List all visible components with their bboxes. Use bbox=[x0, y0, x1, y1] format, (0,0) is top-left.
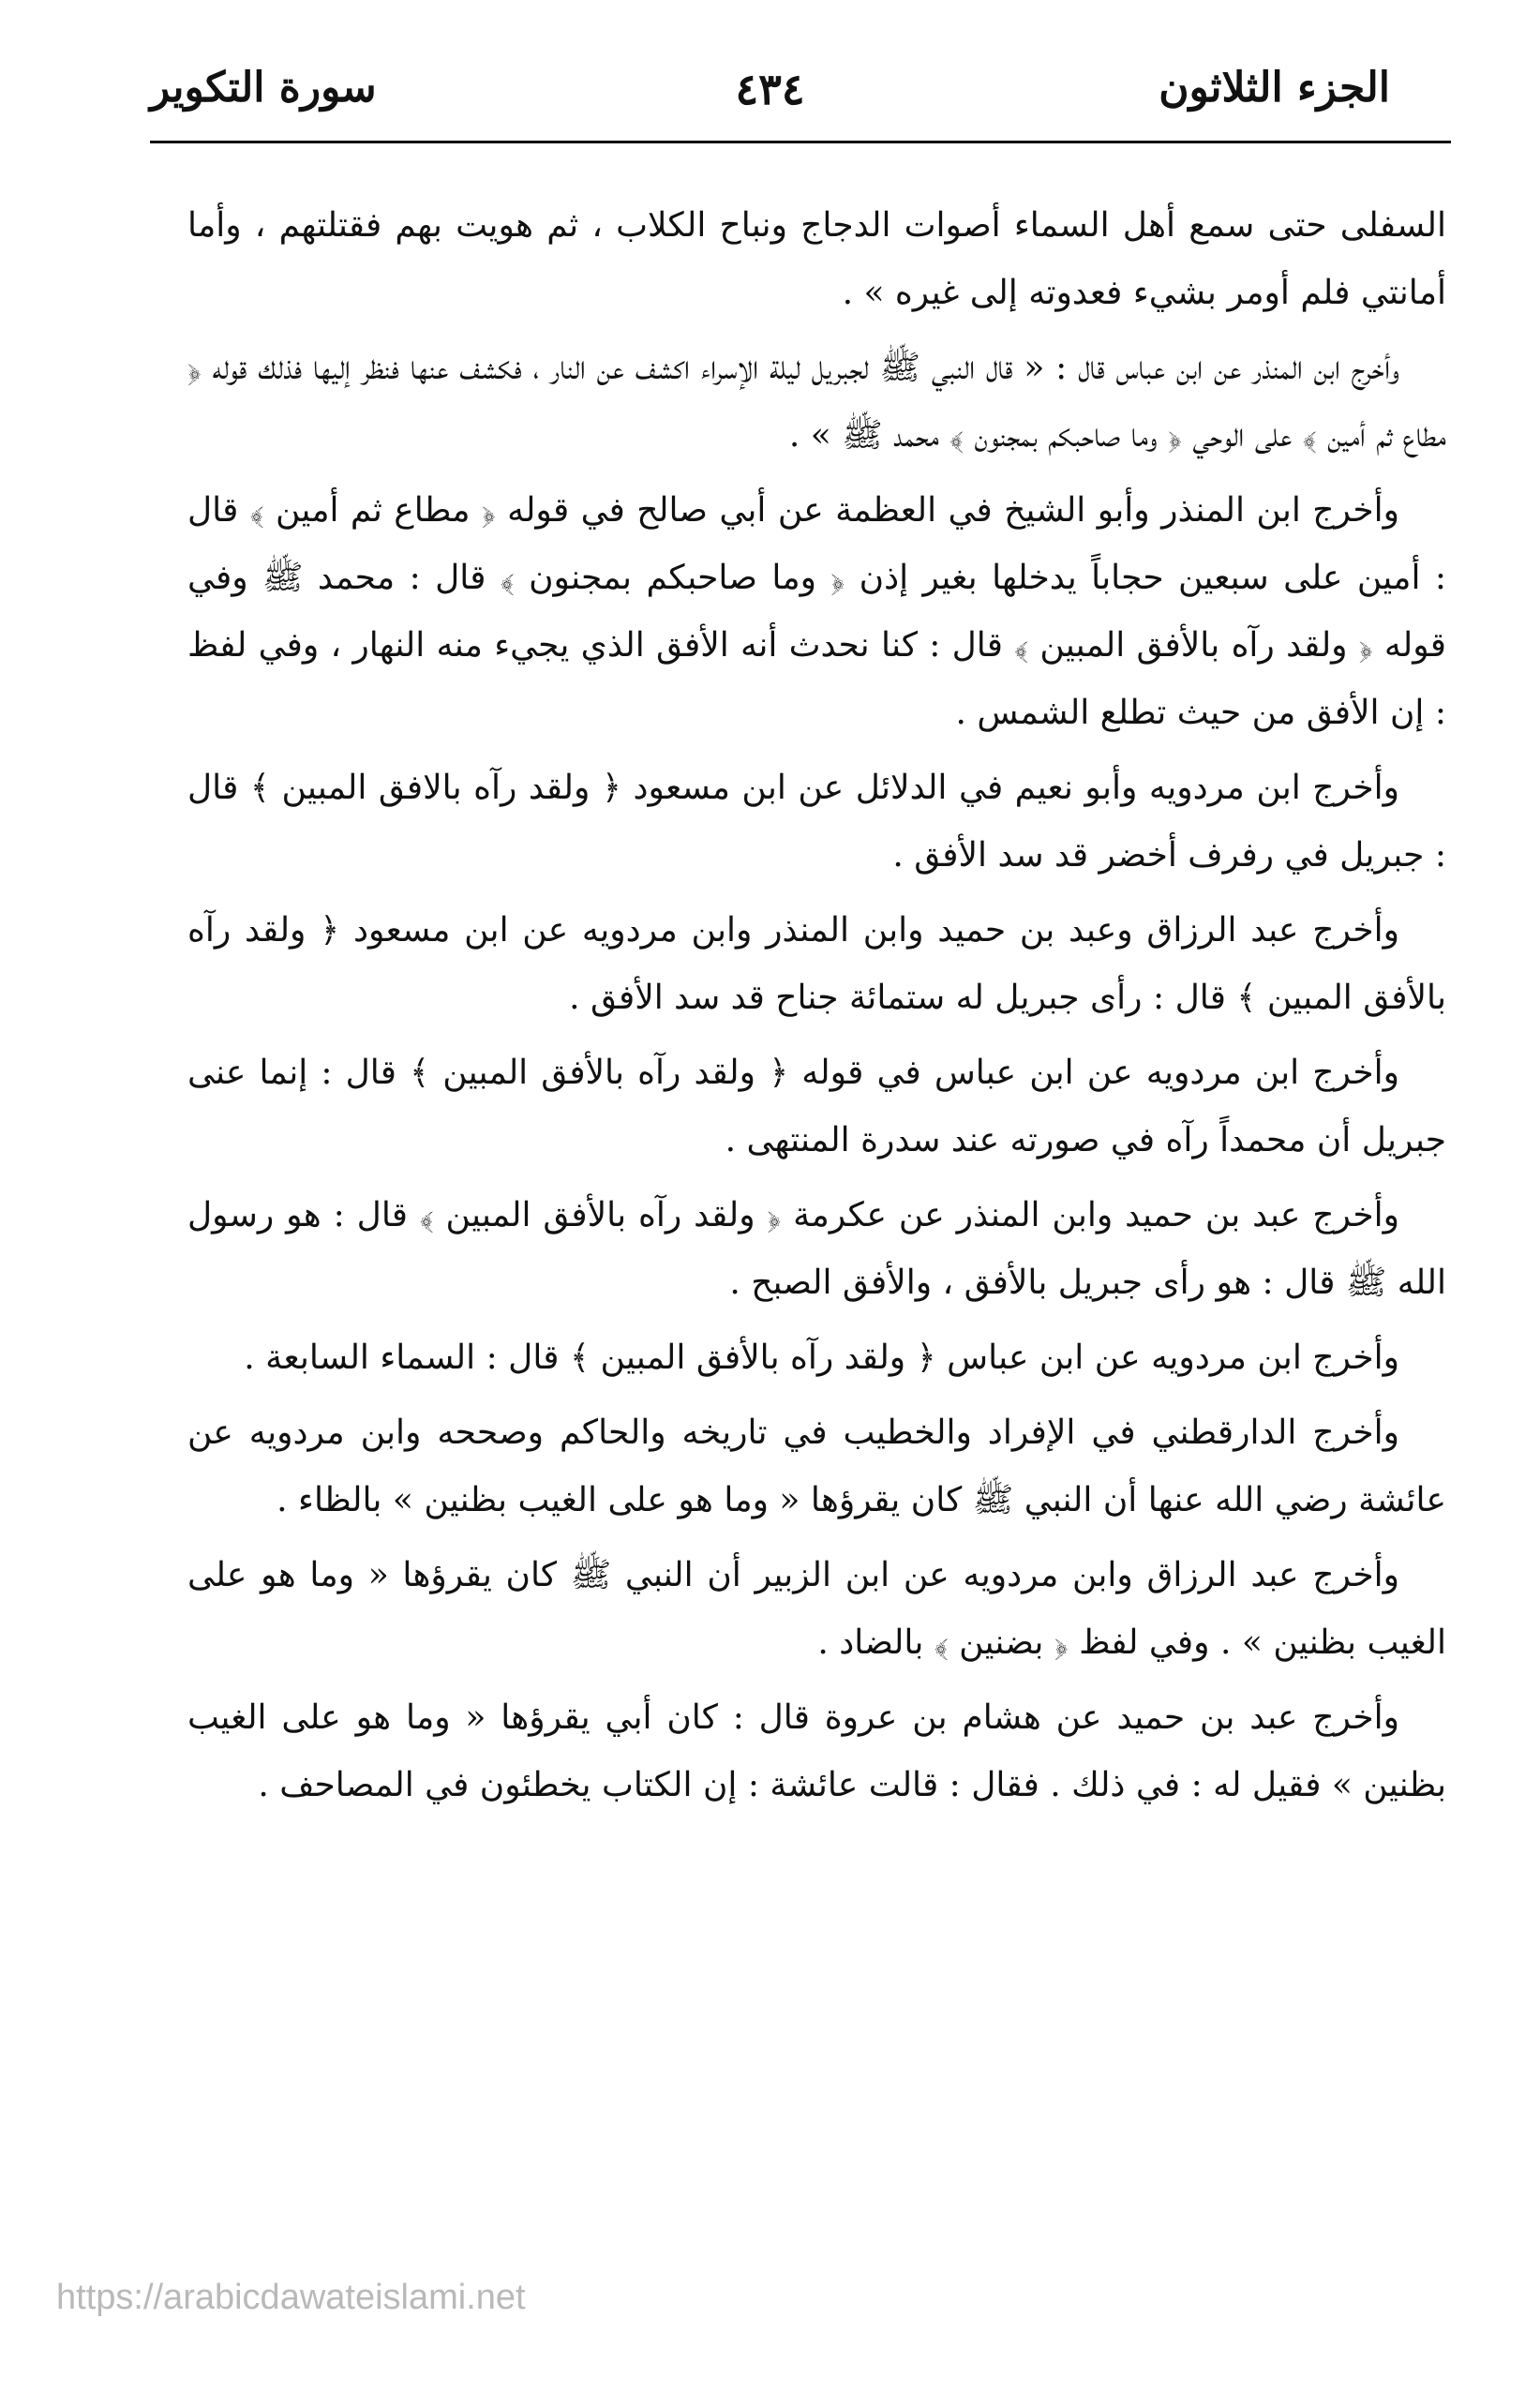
watermark-url: https://arabicdawateislami.net bbox=[56, 2278, 526, 2317]
paragraph: وأخرج عبد الرزاق وابن مردويه عن ابن الزبير أن النبي ﷺ كان يقرؤها « وما هو على الغيب بظنين » . وفي لفظ ﴿ بضنين ﴾ بالضاد . bbox=[187, 1556, 1446, 1662]
paragraph: وأخرج ابن مردويه عن ابن عباس ﴿ ولقد رآه بالأفق المبين ﴾ قال : السماء السابعة . bbox=[244, 1339, 1399, 1377]
paragraph: وأخرج الدارقطني في الإفراد والخطيب في تاريخه والحاكم وصححه وابن مردويه عن عائشة رضي الله عنها أن النبي ﷺ كان يقرؤها « وما هو على الغيب بظنين » بالظاء . bbox=[187, 1413, 1446, 1519]
paragraph: وأخرج عبد بن حميد عن هشام بن عروة قال : كان أبي يقرؤها « وما هو على الغيب بظنين » فقيل له : في ذلك . فقال : قالت عائشة : إن الكتاب يخطئون في المصاحف . bbox=[187, 1698, 1446, 1804]
page-number: ٤٣٤ bbox=[735, 64, 805, 114]
running-header bbox=[150, 56, 1390, 150]
body-text bbox=[187, 192, 1446, 1827]
paragraph: وأخرج ابن المنذر وأبو الشيخ في العظمة عن أبي صالح في قوله ﴿ مطاع ثم أمين ﴾ قال : أمين على سبعين حجاباً يدخلها بغير إذن ﴿ وما صاحبكم بمجنون ﴾ قال : محمد ﷺ وفي قوله ﴿ ولقد رآه بالأفق المبين ﴾ قال : كنا نحدث أنه الأفق الذي يجيء منه النهار ، وفي لفظ : إن الأفق من حيث تطلع الشمس . bbox=[187, 491, 1447, 732]
surah-title: سورة التكوير bbox=[150, 64, 377, 112]
paragraph: وأخرج ابن المنذر عن ابن عباس قال : « قال النبي ﷺ لجبريل ليلة الإسراء اكشف عن النار ، فكشف عنها فنظر إليها فذلك قوله ﴿ مطاع ثم أمين ﴾ على الوحي ﴿ وما صاحبكم بمجنون ﴾ محمد ﷺ » . bbox=[187, 349, 1446, 455]
header-rule bbox=[150, 141, 1451, 143]
paragraph: وأخرج ابن مردويه عن ابن عباس في قوله ﴿ ولقد رآه بالأفق المبين ﴾ قال : إنما عنى جبريل أن محمداً رآه في صورته عند سدرة المنتهى . bbox=[187, 1054, 1446, 1159]
part-title: الجزء الثلاثون bbox=[1159, 64, 1390, 112]
paragraph: وأخرج ابن مردويه وأبو نعيم في الدلائل عن ابن مسعود ﴿ ولقد رآه بالافق المبين ﴾ قال : جبريل في رفرف أخضر قد سد الأفق . bbox=[187, 769, 1446, 875]
paragraph: وأخرج عبد الرزاق وعبد بن حميد وابن المنذر وابن مردويه عن ابن مسعود ﴿ ولقد رآه بالأفق المبين ﴾ قال : رأى جبريل له ستمائة جناح قد سد الأفق . bbox=[187, 911, 1446, 1017]
paragraph: وأخرج عبد بن حميد وابن المنذر عن عكرمة ﴿ ولقد رآه بالأفق المبين ﴾ قال : هو رسول الله ﷺ قال : هو رأى جبريل بالأفق ، والأفق الصبح . bbox=[187, 1196, 1446, 1302]
paragraph: السفلى حتى سمع أهل السماء أصوات الدجاج ونباح الكلاب ، ثم هويت بهم فقتلتهم ، وأما أمانتي فلم أومر بشيء فعدوته إلى غيره » . bbox=[187, 206, 1446, 312]
